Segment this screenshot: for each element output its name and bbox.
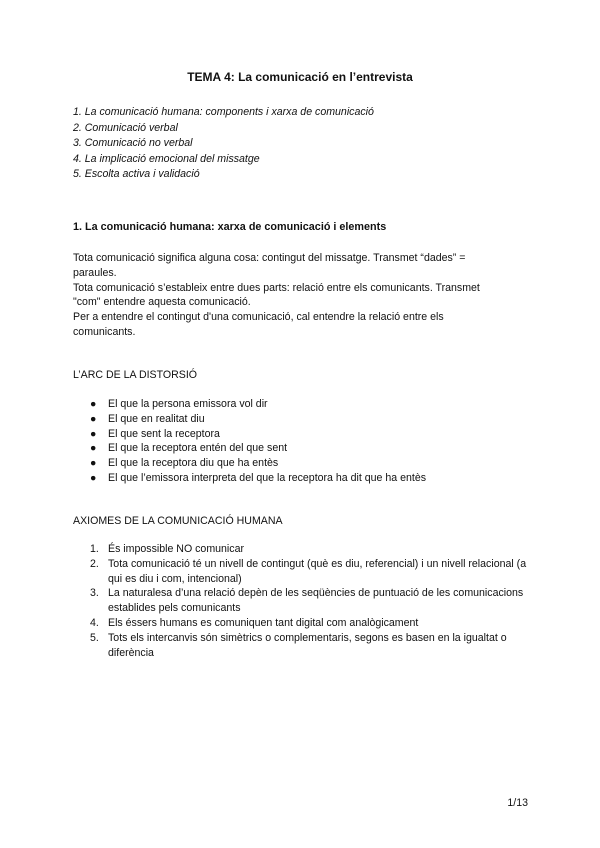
list-item-text: La naturalesa d’una relació depèn de les seqüències de puntuació de les comunicacions establides pels comunicants [108,587,524,615]
toc-item: 2. Comunicació verbal [73,121,178,134]
axioms-list [90,542,540,660]
list-item [90,412,426,427]
paragraph: Tota comunicació s’estableix entre dues parts: relació entre els comunicants. Transmet "com" entendre aquesta comunicació. [73,281,480,309]
list-item-text: Tots els intercanvis són simètrics o complementaris, segons es basen en la igualtat o diferència [108,631,507,659]
list-item [90,631,540,661]
bullet-icon: ● [90,442,97,455]
section-title: 1. La comunicació humana: xarxa de comunicació i elements [73,221,387,233]
toc-item: 5. Escolta activa i validació [73,168,200,180]
toc-item: 4. La implicació emocional del missatge [73,152,260,165]
list-item [90,586,540,616]
document-title: TEMA 4: La comunicació en l’entrevista [187,70,413,84]
list-number: 1. [90,543,99,555]
list-number: 4. [90,616,99,629]
table-of-contents [73,105,374,183]
list-item-text: El que sent la receptora [108,427,220,440]
paragraph: Tota comunicació significa alguna cosa: contingut del missatge. Transmet “dades” = paraules. [73,252,466,279]
list-number: 3. [90,587,99,600]
list-item-text: El que la receptora diu que ha entès [108,457,279,470]
list-item-text: Els éssers humans es comuniquen tant digital com analògicament [108,616,419,629]
list-number: 2. [90,557,99,570]
list-item [90,616,540,631]
list-item-text: És impossible NO comunicar [108,543,244,555]
list-item [90,456,426,471]
axioms-heading: AXIOMES DE LA COMUNICACIÓ HUMANA [73,515,283,527]
paragraph: Per a entendre el contingut d'una comunicació, cal entendre la relació entre els comunicants. [73,311,444,338]
list-item-text: El que l’emissora interpreta del que la receptora ha dit que ha entès [108,471,427,484]
arc-bullet-list [90,397,426,486]
list-item [90,471,426,486]
list-item [90,427,426,442]
list-number: 5. [90,631,99,644]
list-item-text: El que en realitat diu [108,412,205,425]
bullet-icon: ● [90,427,97,440]
list-item [90,441,426,456]
list-item [90,542,540,557]
arc-heading: L’ARC DE LA DISTORSIÓ [73,369,198,381]
page-number: 1/13 [507,797,528,809]
toc-item: 3. Comunicació no verbal [73,137,193,149]
list-item-text: El que la receptora entén del que sent [108,442,288,455]
list-item-text: Tota comunicació té un nivell de contingut (què es diu, referencial) i un nivell relacional (a qui es diu i com, intencional) [108,557,527,585]
list-item [90,397,426,412]
bullet-icon: ● [90,398,97,410]
bullet-icon: ● [90,457,97,470]
list-item [90,557,540,587]
bullet-icon: ● [90,471,97,484]
list-item-text: El que la persona emissora vol dir [108,398,268,410]
section-body [73,251,493,340]
toc-item: 1. La comunicació humana: components i xarxa de comunicació [73,106,374,118]
bullet-icon: ● [90,412,97,425]
